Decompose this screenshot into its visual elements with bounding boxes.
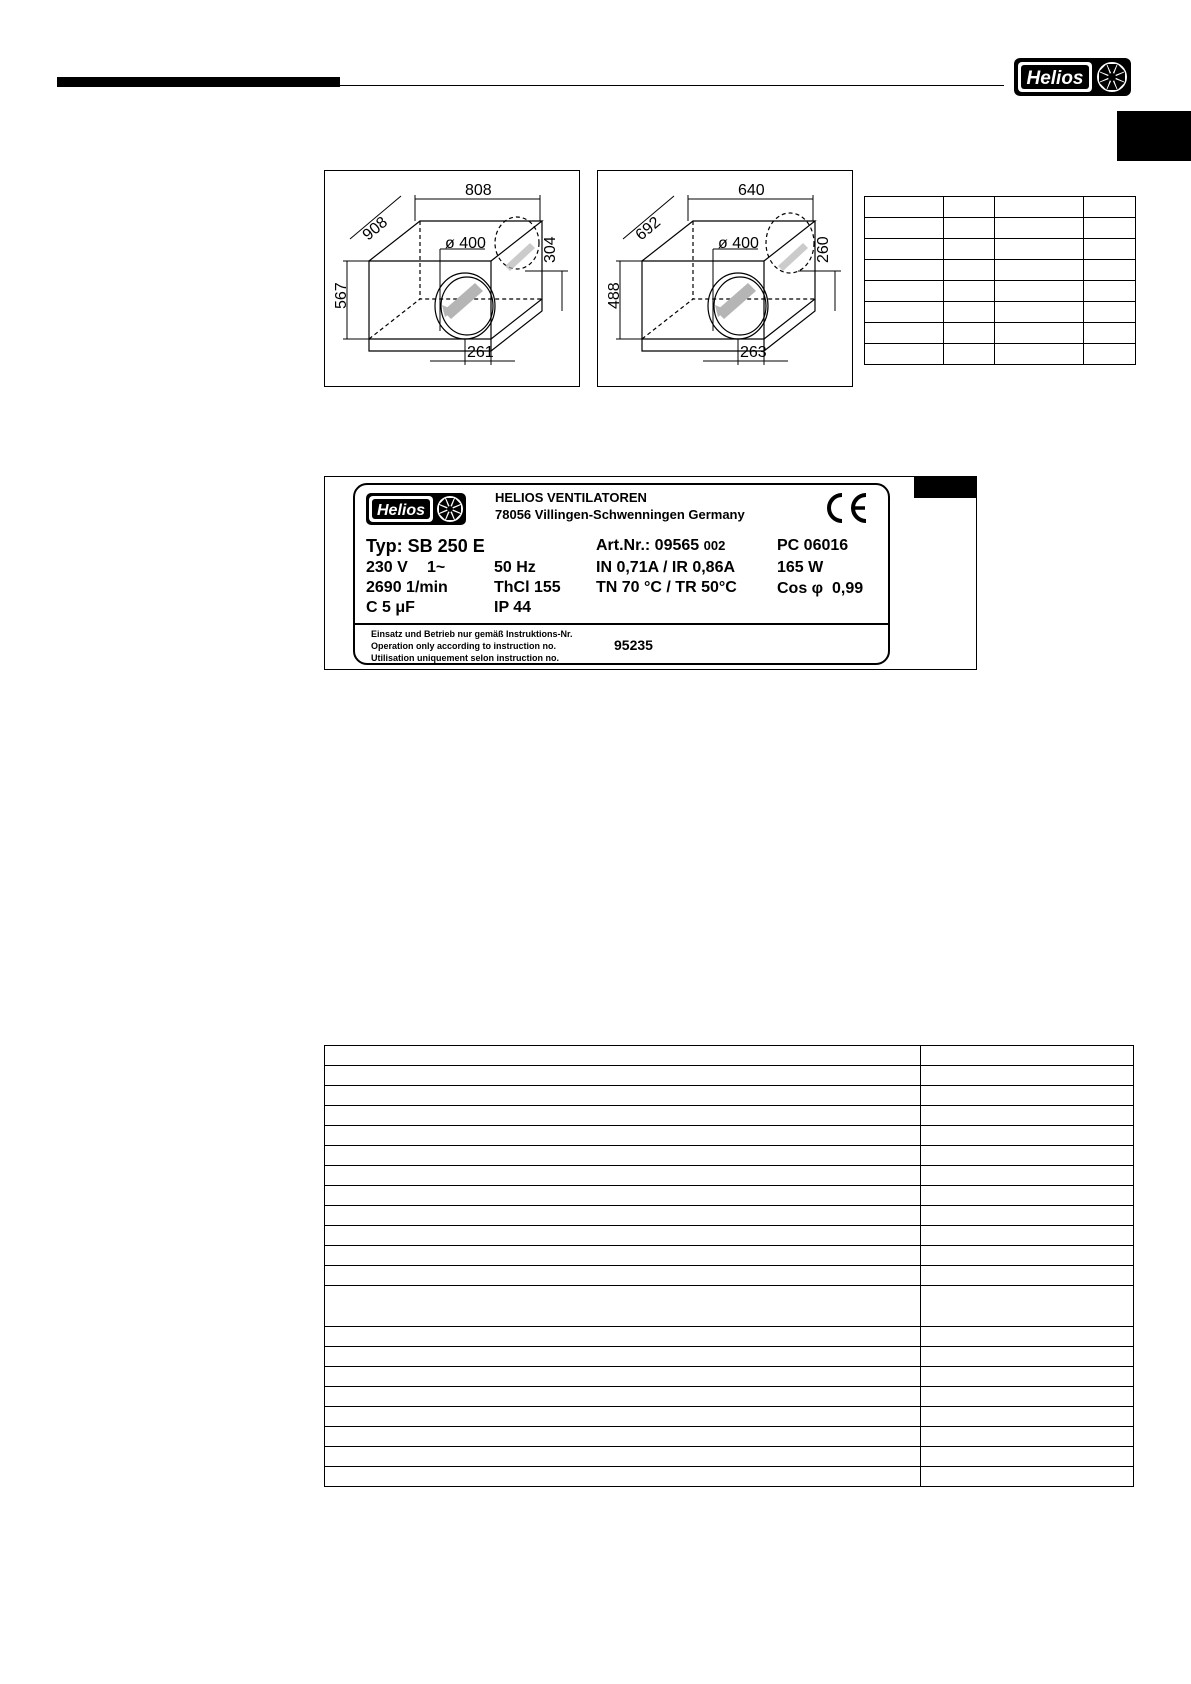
fan-icon (1097, 62, 1127, 92)
fan-icon (437, 496, 463, 522)
plate-voltage: 230 V (366, 559, 408, 576)
table-row (865, 344, 1136, 365)
language-tab (1117, 111, 1191, 161)
table-row (865, 260, 1136, 281)
dim-depth: 692 (632, 213, 665, 245)
dim-depth: 908 (359, 213, 392, 245)
table-row (325, 1327, 1134, 1347)
dim-diameter: ø 400 (445, 235, 486, 252)
instruction-text-de: Einsatz und Betrieb nur gemäß Instruktions-Nr. (371, 629, 573, 639)
plate-cos-phi: Cos φ 0,99 (777, 580, 864, 597)
dim-offset-top: 260 (815, 236, 832, 263)
dim-diameter: ø 400 (718, 235, 759, 252)
table-row (325, 1106, 1134, 1126)
dim-width: 808 (465, 182, 492, 199)
manufacturer-address: 78056 Villingen-Schwenningen Germany (495, 507, 745, 522)
table-row (325, 1266, 1134, 1286)
table-row (325, 1126, 1134, 1146)
table-row (865, 239, 1136, 260)
table-row (325, 1467, 1134, 1487)
table-row (865, 302, 1136, 323)
table-row (865, 281, 1136, 302)
table-row (865, 323, 1136, 344)
dim-height: 567 (333, 282, 350, 309)
plate-ip-rating: IP 44 (494, 599, 532, 616)
table-row (325, 1407, 1134, 1427)
dim-offset-bottom: 263 (740, 344, 767, 361)
table-row (325, 1226, 1134, 1246)
instruction-text-fr: Utilisation uniquement selon instruction no. (371, 653, 560, 663)
table-row (325, 1206, 1134, 1226)
plate-article-number: Art.Nr.: 09565 002 (596, 537, 726, 554)
plate-current: IN 0,71A / IR 0,86A (596, 559, 736, 576)
table-row (325, 1367, 1134, 1387)
plate-divider (355, 623, 888, 625)
plate-logo-text: Helios (376, 502, 426, 519)
dim-height: 488 (606, 282, 623, 309)
table-row (325, 1387, 1134, 1407)
table-row (325, 1146, 1134, 1166)
table-row (325, 1166, 1134, 1186)
table-row (865, 218, 1136, 239)
logo-text: Helios (1026, 68, 1084, 89)
rating-plate-corner-tab (914, 476, 976, 498)
dimensions-table (864, 196, 1136, 365)
plate-temperature: TN 70 °C / TR 50°C (596, 579, 737, 596)
plate-phase: 1~ (427, 559, 446, 576)
specifications-table (324, 1045, 1134, 1487)
instruction-text-en: Operation only according to instruction no. (371, 641, 557, 651)
plate-power: 165 W (777, 559, 824, 576)
dimension-drawing-small (597, 170, 853, 387)
dim-width: 640 (738, 182, 765, 199)
plate-thermal-class: ThCl 155 (494, 579, 561, 596)
plate-pc: PC 06016 (777, 537, 849, 554)
table-row (325, 1246, 1134, 1266)
header-rule-thick (57, 77, 340, 87)
helios-logo (1013, 57, 1132, 97)
plate-type: Typ: SB 250 E (366, 536, 485, 556)
table-row (865, 197, 1136, 218)
plate-logo (365, 492, 467, 531)
table-row (325, 1186, 1134, 1206)
table-row (325, 1086, 1134, 1106)
header-rule-thin (340, 85, 1004, 86)
table-row (325, 1347, 1134, 1367)
table-row (325, 1286, 1134, 1327)
manufacturer-name: HELIOS VENTILATOREN (495, 490, 647, 505)
plate-capacitor: C 5 μF (366, 599, 415, 616)
dim-offset-bottom: 261 (467, 344, 494, 361)
plate-frequency: 50 Hz (494, 559, 536, 576)
dimension-drawing-large (324, 170, 580, 387)
dim-offset-top: 304 (542, 236, 559, 263)
table-row (325, 1447, 1134, 1467)
table-row (325, 1046, 1134, 1066)
ce-mark-icon (822, 491, 870, 530)
rating-plate (353, 483, 890, 665)
instruction-number: 95235 (614, 637, 653, 653)
plate-speed: 2690 1/min (366, 579, 448, 596)
table-row (325, 1066, 1134, 1086)
table-row (325, 1427, 1134, 1447)
